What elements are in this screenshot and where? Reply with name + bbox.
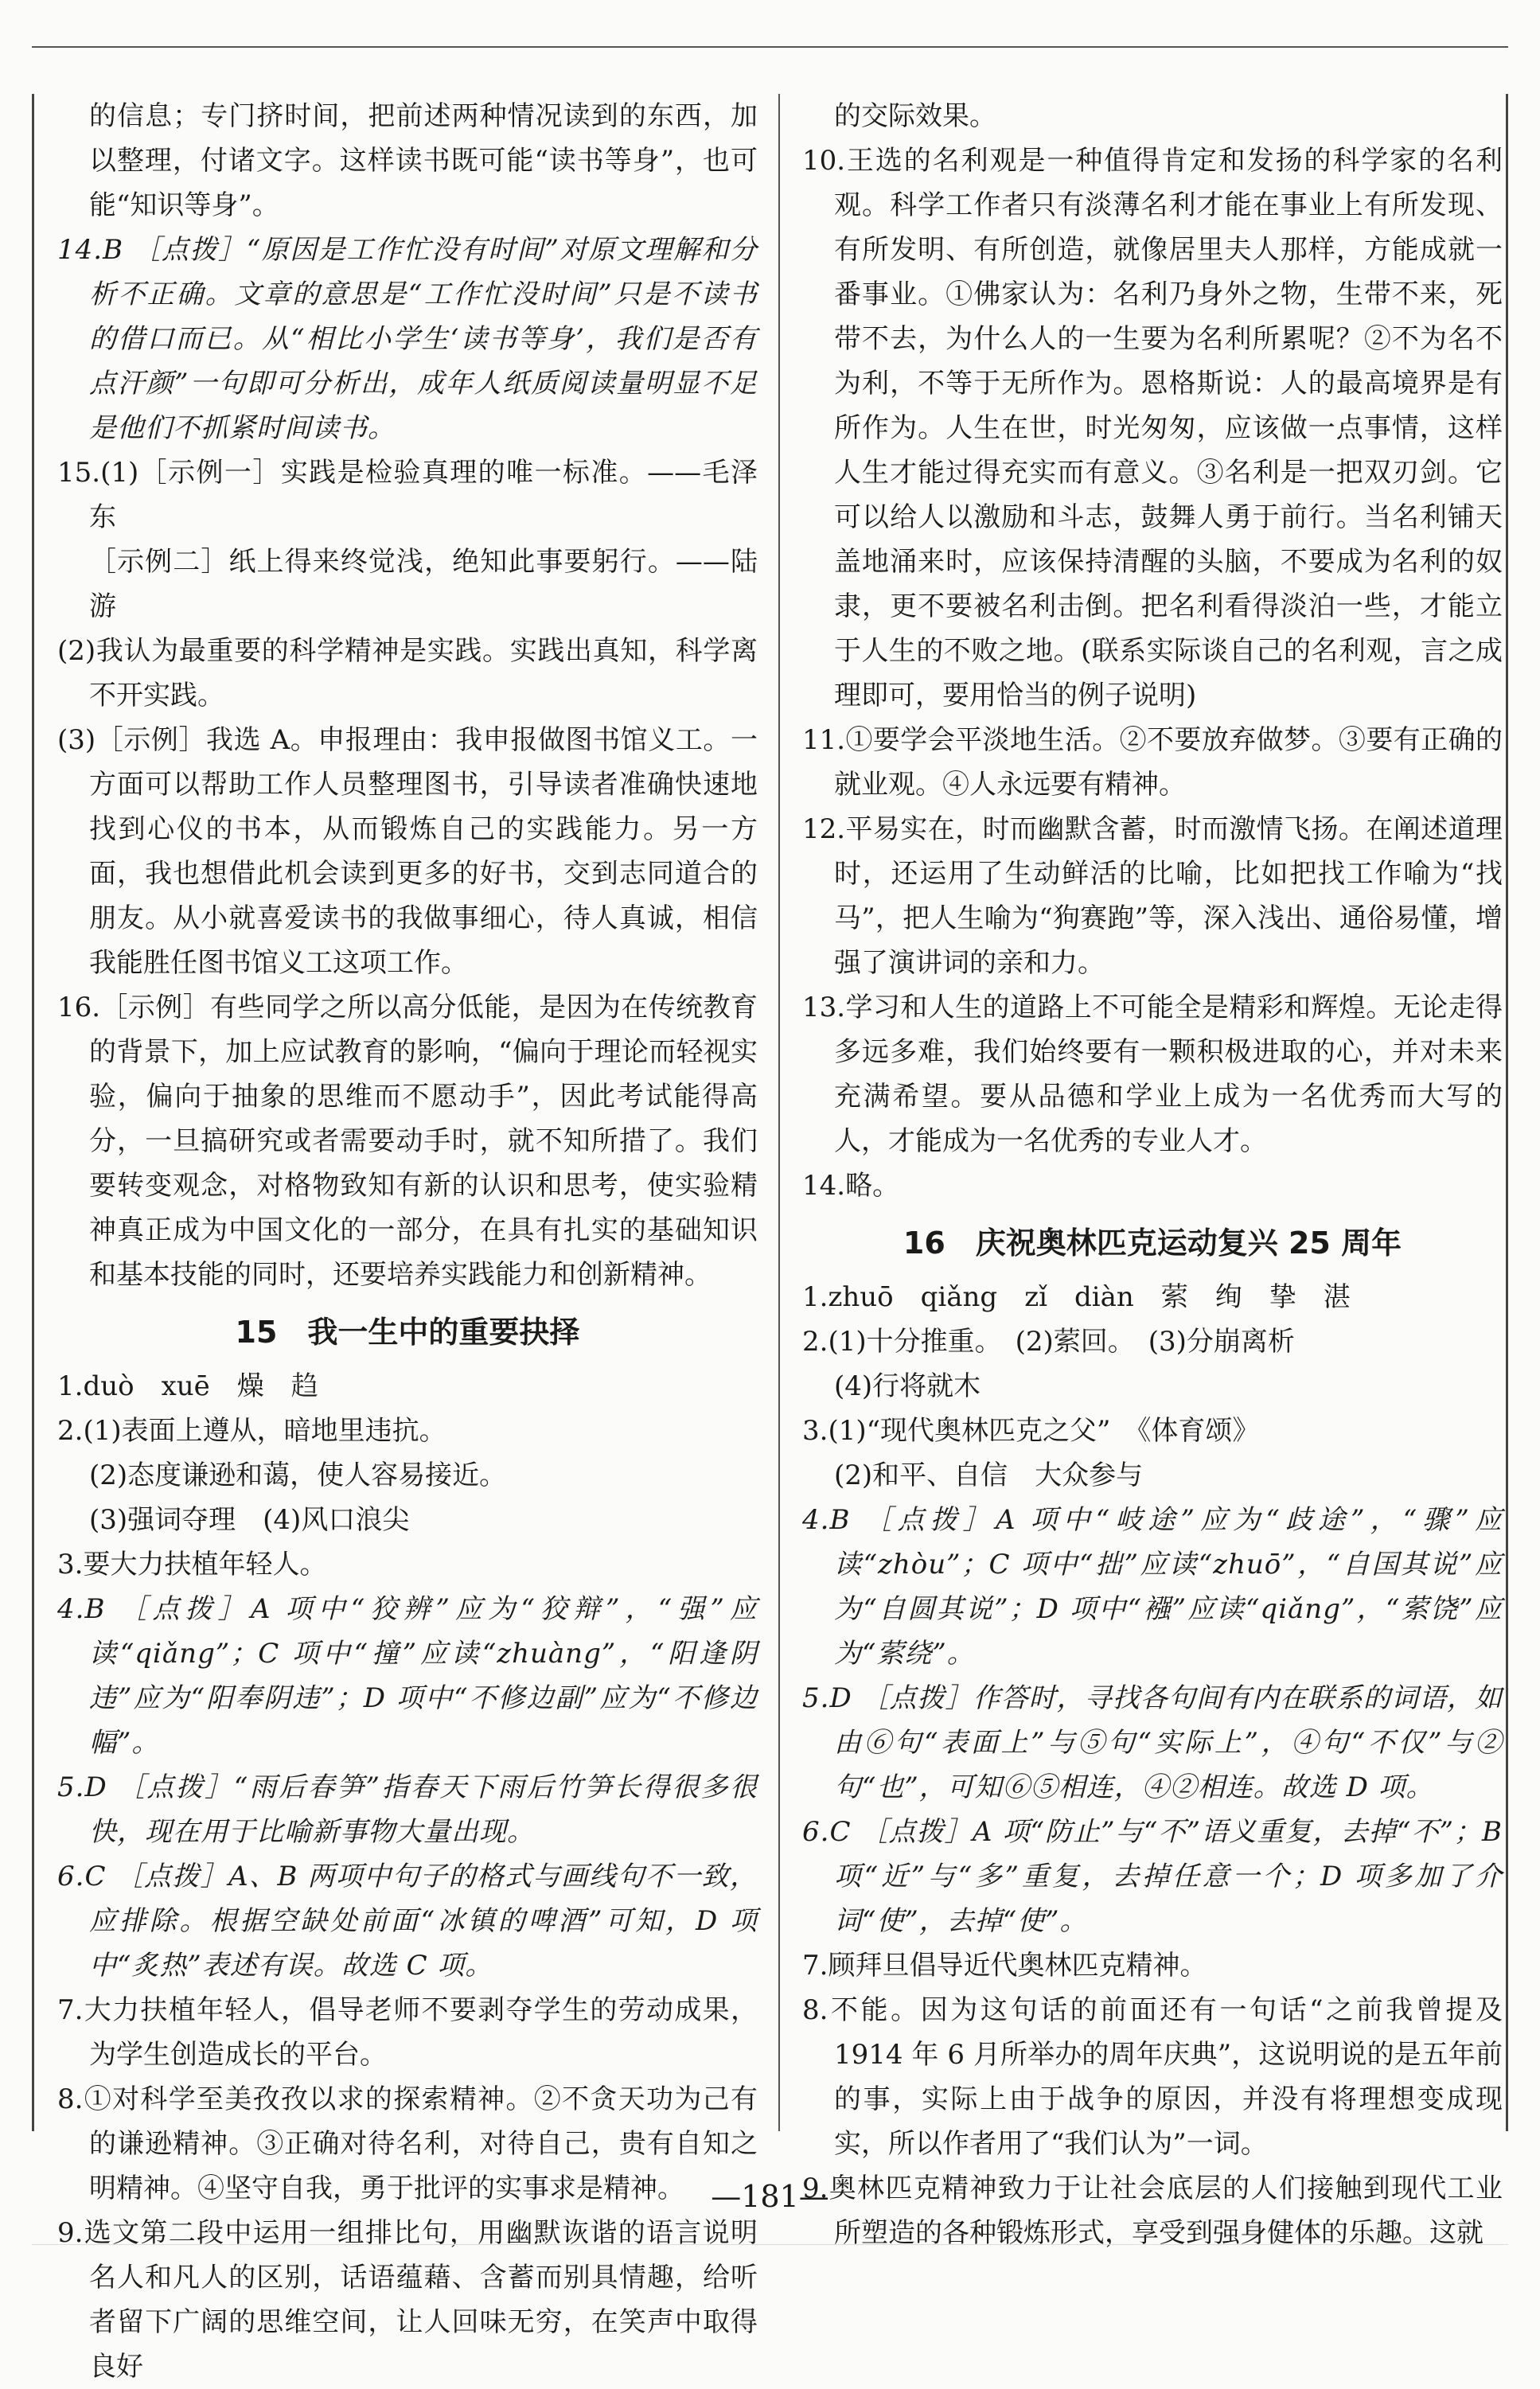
answer-paragraph: (3)［示例］我选 A。申报理由：我申报做图书馆义工。一方面可以帮助工作人员整理图书，引导读者准确快速地找到心仪的书本，从而锻炼自己的实践能力。另一方面，我也想借此机会读到更多的好书，交到志同道合的朋友。从小就喜爱读书的我做事细心，待人真诚，相信我能胜任图书馆义工这项工作。 (57, 724, 758, 979)
answer-paragraph: 11.①要学会平淡地生活。②不要放弃做梦。③要有正确的就业观。④人永远要有精神。 (802, 724, 1503, 801)
answer-paragraph: 7.大力扶植年轻人，倡导老师不要剥夺学生的劳动成果，为学生创造成长的平台。 (57, 1994, 758, 2071)
answer-paragraph: 2.(1)十分推重。 (2)萦回。 (3)分崩离析 (802, 1326, 1295, 1358)
right-top-answers (802, 94, 1503, 1208)
answer-paragraph: 3.要大力扶植年轻人。 (57, 1549, 327, 1580)
answer-paragraph: 的交际效果。 (834, 100, 996, 132)
right-column (802, 94, 1503, 2255)
answer-paragraph: 4.B ［点拨］A 项中“岐途”应为“歧途”，“骤”应读“zhòu”；C 项中“拙”应读“zhuō”，“自国其说”应为“自圆其说”；D 项中“襁”应读“qiǎng”，“萦饶”应为“萦绕”。 (802, 1504, 1503, 1670)
answer-paragraph: 12.平易实在，时而幽默含蓄，时而激情飞扬。在阐述道理时，还运用了生动鲜活的比喻，比如把找工作喻为“找马”，把人生喻为“狗赛跑”等，深入浅出、通俗易懂，增强了演讲词的亲和力。 (802, 813, 1503, 979)
answer-paragraph: (2)我认为最重要的科学精神是实践。实践出真知，科学离不开实践。 (57, 635, 758, 711)
answer-paragraph: 14.略。 (802, 1170, 900, 1202)
answer-paragraph: 的信息；专门挤时间，把前述两种情况读到的东西，加以整理，付诸文字。这样读书既可能“读书等身”，也可能“知识等身”。 (89, 100, 758, 221)
answer-paragraph: 5.D ［点拨］作答时，寻找各句间有内在联系的词语，如由⑥句“表面上”与⑤句“实际上”，④句“不仅”与②句“也”，可知⑥⑤相连，④②相连。故选 D 项。 (802, 1682, 1503, 1803)
right-frame-line (1506, 94, 1508, 2131)
page-number: —181— (711, 2179, 829, 2214)
answer-paragraph: 4.B ［点拨］A 项中“狡辨”应为“狡辩”，“强”应读“qiǎng”；C 项中“撞”应读“zhuàng”，“阳逢阴违”应为“阳奉阴违”；D 项中“不修边副”应为“不修边幅”。 (57, 1593, 758, 1759)
answer-paragraph: 6.C ［点拨］A 项“防止”与“不”语义重复，去掉“不”；B 项“近”与“多”重复，去掉任意一个；D 项多加了介词“使”，去掉“使”。 (802, 1816, 1503, 1937)
left-frame-line (32, 94, 34, 2131)
answer-paragraph: 2.(1)表面上遵从，暗地里违抗。 (57, 1415, 446, 1447)
section-16-heading: 16 庆祝奥林匹克运动复兴 25 周年 (903, 1226, 1402, 1261)
answer-paragraph: 8.①对科学至美孜孜以求的探索精神。②不贪天功为己有的谦逊精神。③正确对待名利，对待自己，贵有自知之明精神。④坚守自我，勇于批评的实事求是精神。 (57, 2083, 758, 2204)
answer-paragraph: 14.B ［点拨］“原因是工作忙没有时间”对原文理解和分析不正确。文章的意思是“工作忙没时间”只是不读书的借口而已。从“相比小学生‘读书等身’，我们是否有点汗颜”一句即可分析出，成年人纸质阅读量明显不足是他们不抓紧时间读书。 (57, 234, 758, 444)
answer-paragraph: (4)行将就木 (834, 1370, 981, 1402)
top-rule (32, 46, 1508, 48)
answer-paragraph: 10.王选的名利观是一种值得肯定和发扬的科学家的名利观。科学工作者只有淡薄名利才能在事业上有所发现、有所发明、有所创造，就像居里夫人那样，方能成就一番事业。①佛家认为：名利乃身外之物，生带不来，死带不去，为什么人的一生要为名利所累呢？②不为名不为利，不等于无所作为。恩格斯说：人的最高境界是有所作为。人生在世，时光匆匆，应该做一点事情，这样人生才能过得充实而有意义。③名利是一把双刃剑。它可以给人以激励和斗志，鼓舞人勇于前行。当名利铺天盖地涌来时，应该保持清醒的头脑，不要成为名利的奴隶，更不要被名利击倒。把名利看得淡泊一些，才能立于人生的不败之地。(联系实际谈自己的名利观，言之成理即可，要用恰当的例子说明) (802, 145, 1503, 711)
answer-paragraph: 1.zhuō qiǎng zǐ diàn 萦 绚 挚 湛 (802, 1281, 1351, 1313)
answer-paragraph: (3)强词夺理 (4)风口浪尖 (89, 1504, 410, 1536)
left-bottom-answers (57, 1364, 758, 2389)
answer-paragraph: 13.学习和人生的道路上不可能全是精彩和辉煌。无论走得多远多难，我们始终要有一颗积极进取的心，并对未来充满希望。要从品德和学业上成为一名优秀而大写的人，才能成为一名优秀的专业人才。 (802, 992, 1503, 1157)
answer-paragraph: 3.(1)“现代奥林匹克之父” 《体育颂》 (802, 1415, 1260, 1447)
answer-paragraph: 8.不能。因为这句话的前面还有一句话“之前我曾提及 1914 年 6 月所举办的周年庆典”，这说明说的是五年前的事，实际上由于战争的原因，并没有将理想变成现实，所以作者用了“我们认为”一词。 (802, 1994, 1503, 2160)
answer-paragraph: 16.［示例］有些同学之所以高分低能，是因为在传统教育的背景下，加上应试教育的影响，“偏向于理论而轻视实验，偏向于抽象的思维而不愿动手”，因此考试能得高分，一旦搞研究或者需要动手时，就不知所措了。我们要转变观念，对格物致知有新的认识和思考，使实验精神真正成为中国文化的一部分，在具有扎实的基础知识和基本技能的同时，还要培养实践能力和创新精神。 (57, 992, 758, 1291)
answer-paragraph: 15.(1)［示例一］实践是检验真理的唯一标准。——毛泽东 (57, 457, 758, 533)
left-column (57, 94, 758, 2389)
answer-paragraph: (2)和平、自信 大众参与 (834, 1460, 1144, 1491)
bottom-rule (32, 2244, 1508, 2245)
answer-paragraph: 1.duò xuē 燥 趋 (57, 1370, 318, 1402)
column-divider (778, 94, 780, 2131)
answer-paragraph: ［示例二］纸上得来终觉浅，绝知此事要躬行。——陆游 (89, 546, 758, 622)
answer-paragraph: 5.D ［点拨］“雨后春笋”指春天下雨后竹笋长得很多很快，现在用于比喻新事物大量出现。 (57, 1771, 758, 1848)
answer-paragraph: (2)态度谦逊和蔼，使人容易接近。 (89, 1460, 507, 1491)
answer-paragraph: 6.C ［点拨］A、B 两项中句子的格式与画线句不一致，应排除。根据空缺处前面“冰镇的啤酒”可知，D 项中“炙热”表述有误。故选 C 项。 (57, 1861, 758, 1982)
answer-paragraph: 9.选文第二段中运用一组排比句，用幽默诙谐的语言说明名人和凡人的区别，话语蕴藉、含蓄而别具情趣，给听者留下广阔的思维空间，让人回味无穷，在笑声中取得良好 (57, 2217, 758, 2383)
left-top-answers (57, 94, 758, 1297)
section-15-heading: 15 我一生中的重要抉择 (235, 1315, 580, 1350)
answer-paragraph: 9.奥林匹克精神致力于让社会底层的人们接触到现代工业所塑造的各种锻炼形式，享受到强身健体的乐趣。这就 (802, 2173, 1503, 2249)
answer-paragraph: 7.顾拜旦倡导近代奥林匹克精神。 (802, 1950, 1207, 1982)
right-bottom-answers (802, 1275, 1503, 2255)
